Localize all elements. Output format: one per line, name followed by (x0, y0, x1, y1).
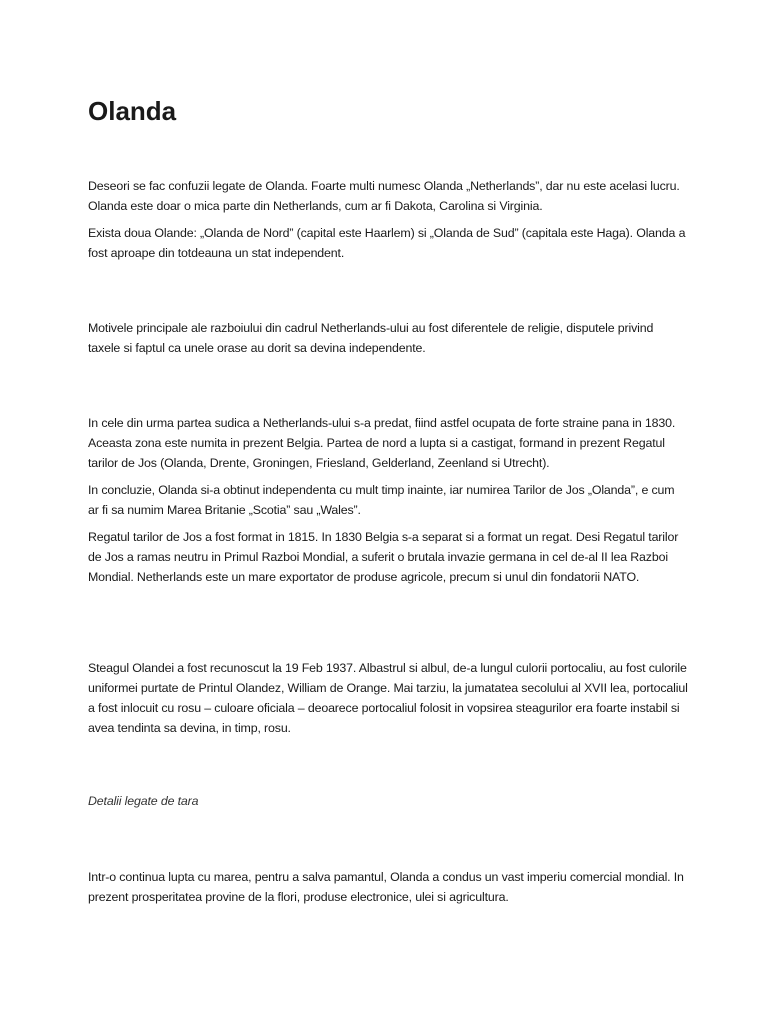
paragraph-prosperity: Intr-o continua lupta cu marea, pentru a salva pamantul, Olanda a condus un vast imperiu comercial mondial. In prezent prosperitatea provine de la flori, produse electronice, ulei si agricultura. (88, 870, 684, 904)
paragraph-war-reasons: Motivele principale ale razboiului din cadrul Netherlands-ului au fost diferentele de religie, disputele privind taxele si faptul ca unele orase au dorit sa devina independente. (88, 321, 654, 355)
paragraph-flag: Steagul Olandei a fost recunoscut la 19 Feb 1937. Albastrul si albul, de-a lungul culorii portocaliu, au fost culorile uniformei purtate de Printul Olandez, William de Orange. Mai tarziu, la jumatatea secolului al XVII lea, portocaliul a fost inlocuit cu rosu – culoare oficiala – deoarece portocaliul folosit in vopsirea steagurilor era foarte instabil si avea tendinta sa devina, in timp, rosu. (88, 661, 688, 735)
document-page (88, 0, 688, 1024)
paragraph-kingdom-history: Regatul tarilor de Jos a fost format in 1815. In 1830 Belgia s-a separat si a format un regat. Desi Regatul tarilor de Jos a ramas neutru in Primul Razboi Mondial, a suferit o brutala invazie germana in cel de-al II lea Razboi Mondial. Netherlands este un mare exportator de produse agricole, precum si unul din fondatorii NATO. (88, 530, 679, 584)
paragraph-confusion: Deseori se fac confuzii legate de Olanda. Foarte multi numesc Olanda „Netherlands”, dar nu este acelasi lucru. Olanda este doar o mica parte din Netherlands, cum ar fi Dakota, Carolina si Virginia. (88, 179, 680, 213)
page-title: Olanda (88, 96, 177, 126)
section-heading-country-details: Detalii legate de tara (88, 794, 199, 808)
paragraph-conclusion: In concluzie, Olanda si-a obtinut independenta cu mult timp inainte, iar numirea Tarilor de Jos „Olanda”, e cum ar fi sa numim Marea Britanie „Scotia” sau „Wales”. (88, 483, 675, 517)
paragraph-south-surrender: In cele din urma partea sudica a Netherlands-ului s-a predat, fiind astfel ocupata de forte straine pana in 1830. Aceasta zona este numita in prezent Belgia. Partea de nord a lupta si a castigat, formand in prezent Regatul tarilor de Jos (Olanda, Drente, Groningen, Friesland, Gelderland, Zeenland si Utrecht). (88, 416, 676, 470)
paragraph-two-hollands: Exista doua Olande: „Olanda de Nord” (capital este Haarlem) si „Olanda de Sud” (capitala este Haga). Olanda a fost aproape din totdeauna un stat independent. (88, 226, 686, 260)
